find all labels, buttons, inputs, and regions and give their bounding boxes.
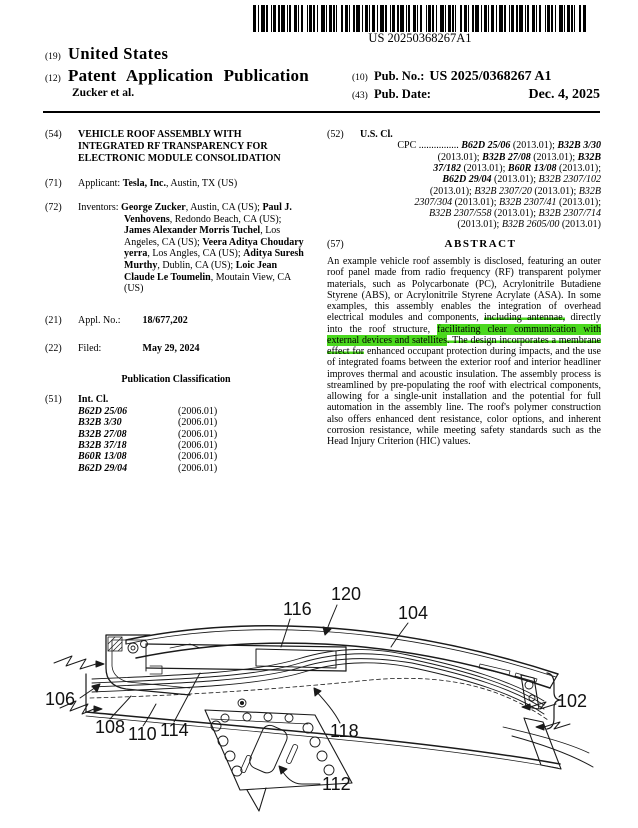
int-cl-list [78, 406, 307, 474]
appl-no-value: 18/677,202 [142, 314, 188, 326]
header-right [352, 69, 600, 103]
int-cl-date: (2006.01) [178, 462, 218, 474]
code-52: (52) [327, 129, 344, 140]
pub-date-label: Pub. Date: [374, 87, 431, 101]
int-cl-label: Int. Cl. [78, 393, 109, 405]
int-cl-row [78, 440, 307, 451]
int-cl-date: (2006.01) [178, 417, 218, 429]
filed-label: Filed: [78, 343, 102, 355]
label-112: 112 [322, 774, 351, 794]
header-divider [43, 111, 600, 113]
label-118: 118 [330, 721, 359, 741]
document-type: Patent Application Publication [68, 66, 309, 85]
code-22: (22) [45, 343, 62, 355]
invention-title: VEHICLE ROOF ASSEMBLY WITH INTEGRATED RF TRANSPARENCY FOR ELECTRONIC MODULE CONSOLIDATION [78, 129, 281, 164]
pillar-structure [205, 699, 352, 811]
header-left [45, 44, 345, 99]
cpc-line: (2013.01); B32B 2605/00 (2013.01) [457, 219, 601, 231]
label-106: 106 [45, 689, 76, 709]
cpc-line: 37/182 (2013.01); B60R 13/08 (2013.01); [433, 163, 601, 174]
code-72: (72) [45, 201, 62, 213]
cpc-line: CPC ................ B62D 25/06 (2013.01); B32B 3/30 [397, 140, 601, 152]
cpc-line: B62D 29/04 (2013.01); B32B 2307/102 [442, 174, 601, 186]
code-10: (10) [352, 73, 368, 83]
int-cl-date: (2006.01) [178, 405, 218, 417]
label-108: 108 [95, 717, 126, 737]
int-cl-date: (2006.01) [178, 451, 218, 463]
inventors-text: Inventors: George Zucker, Austin, CA (US); Paul J. Venhovens, Redondo Beach, CA (US); James Alexander Morris Tuchel, Los Angeles, CA (US); Veera Aditya Choudary yerra, Los Angles, CA (US); Aditya Suresh Murthy, Dublin, CA (US); Loic Jean Claude Le Toumelin, Moutain View, CA (US) [78, 201, 304, 295]
country: United States [68, 44, 169, 63]
module-116-outline [256, 649, 336, 668]
int-cl-code: B62D 25/06 [78, 405, 128, 417]
int-cl-row [78, 417, 307, 428]
int-cl-row [78, 451, 307, 462]
int-cl-date: (2006.01) [178, 428, 218, 440]
code-12: (12) [45, 74, 61, 84]
label-114: 114 [160, 720, 189, 740]
int-cl-code: B32B 3/30 [78, 417, 122, 429]
cpc-line: (2013.01); B32B 2307/20 (2013.01); B32B [429, 185, 601, 197]
code-51: (51) [45, 393, 62, 405]
int-cl-code: B32B 27/08 [78, 428, 127, 440]
cpc-line: B32B 2307/558 (2013.01); B32B 2307/714 [429, 208, 601, 220]
first-named-inventor: Zucker et al. [72, 87, 135, 99]
code-57: (57) [327, 238, 344, 250]
pub-no-label: Pub. No.: [374, 69, 425, 83]
figure-drawing [40, 578, 600, 828]
code-71: (71) [45, 178, 62, 190]
abstract-heading: ABSTRACT [444, 237, 517, 250]
int-cl-item [45, 394, 307, 474]
pub-no-value: US 2025/0368267 A1 [429, 69, 552, 84]
module-tray [146, 644, 346, 671]
code-19: (19) [45, 52, 61, 62]
code-21: (21) [45, 314, 62, 326]
label-110: 110 [128, 724, 157, 744]
applicant-item [45, 178, 307, 190]
us-cl-label: U.S. Cl. [360, 129, 393, 140]
appl-no-label: Appl. No.: [78, 314, 121, 326]
int-cl-code: B62D 29/04 [78, 462, 128, 474]
us-cl-item [327, 129, 601, 140]
pub-date-value: Dec. 4, 2025 [528, 87, 600, 102]
appl-no-item [45, 315, 307, 326]
left-column [45, 129, 307, 474]
code-54: (54) [45, 129, 62, 140]
label-104: 104 [398, 603, 429, 623]
int-cl-date: (2006.01) [178, 440, 218, 452]
barcode [253, 5, 587, 32]
abstract-text: An example vehicle roof assembly is disclosed, featuring an outer roof panel made from radio frequency (RF) transparent polymer materials, such as Polycarbonate (PC), Acrylonitrile Butadiene Styrene (ABS), or Acrylonitrile Styrene Acrylate (ASA). In some examples, this assembly enables the integration of overhead electrical modules and components, including antennae, directly into the roof structure, facilitating clear communication with external devices and satellites. The design incorporates a membrane effect for enhanced occupant protection during impacts, and the use of integrated foams between the exterior roof and interior headliner improves thermal and acoustic insulation. The assembly process is streamlined by pre-populating the roof with electrical components, allowing for a single-unit installation and the potential for full automation in the assembly line. The roof's polymer construction also offers enhanced dent resistance, color options, and inherent corrosion resistance, while meeting safety standards such as the Head Injury Criterion (HIC) values. [327, 256, 602, 448]
int-cl-row [78, 463, 307, 474]
publication-number-text: US 20250368267A1 [368, 31, 472, 45]
label-102: 102 [557, 691, 588, 711]
inventors-item [45, 202, 307, 295]
publication-classification-heading: Publication Classification [121, 373, 231, 385]
abstract-heading-row [327, 239, 601, 250]
cpc-line: 2307/304 (2013.01); B32B 2307/41 (2013.01); [414, 196, 601, 208]
code-43: (43) [352, 91, 368, 101]
int-cl-code: B32B 37/18 [78, 440, 127, 452]
cpc-listing [344, 140, 601, 230]
int-cl-row [78, 406, 307, 417]
right-column [327, 129, 601, 447]
label-116: 116 [283, 599, 312, 619]
leader-lines [80, 605, 408, 784]
int-cl-row [78, 429, 307, 440]
cpc-line: (2013.01); B32B 27/08 (2013.01); B32B [437, 151, 601, 163]
int-cl-code: B60R 13/08 [78, 451, 127, 463]
filed-value: May 29, 2024 [142, 343, 200, 355]
applicant-text: Applicant: Tesla, Inc., Austin, TX (US) [78, 178, 238, 190]
right-edge-assembly [503, 675, 593, 769]
filed-item [45, 343, 307, 354]
title-item [45, 129, 307, 164]
label-120: 120 [331, 584, 362, 604]
